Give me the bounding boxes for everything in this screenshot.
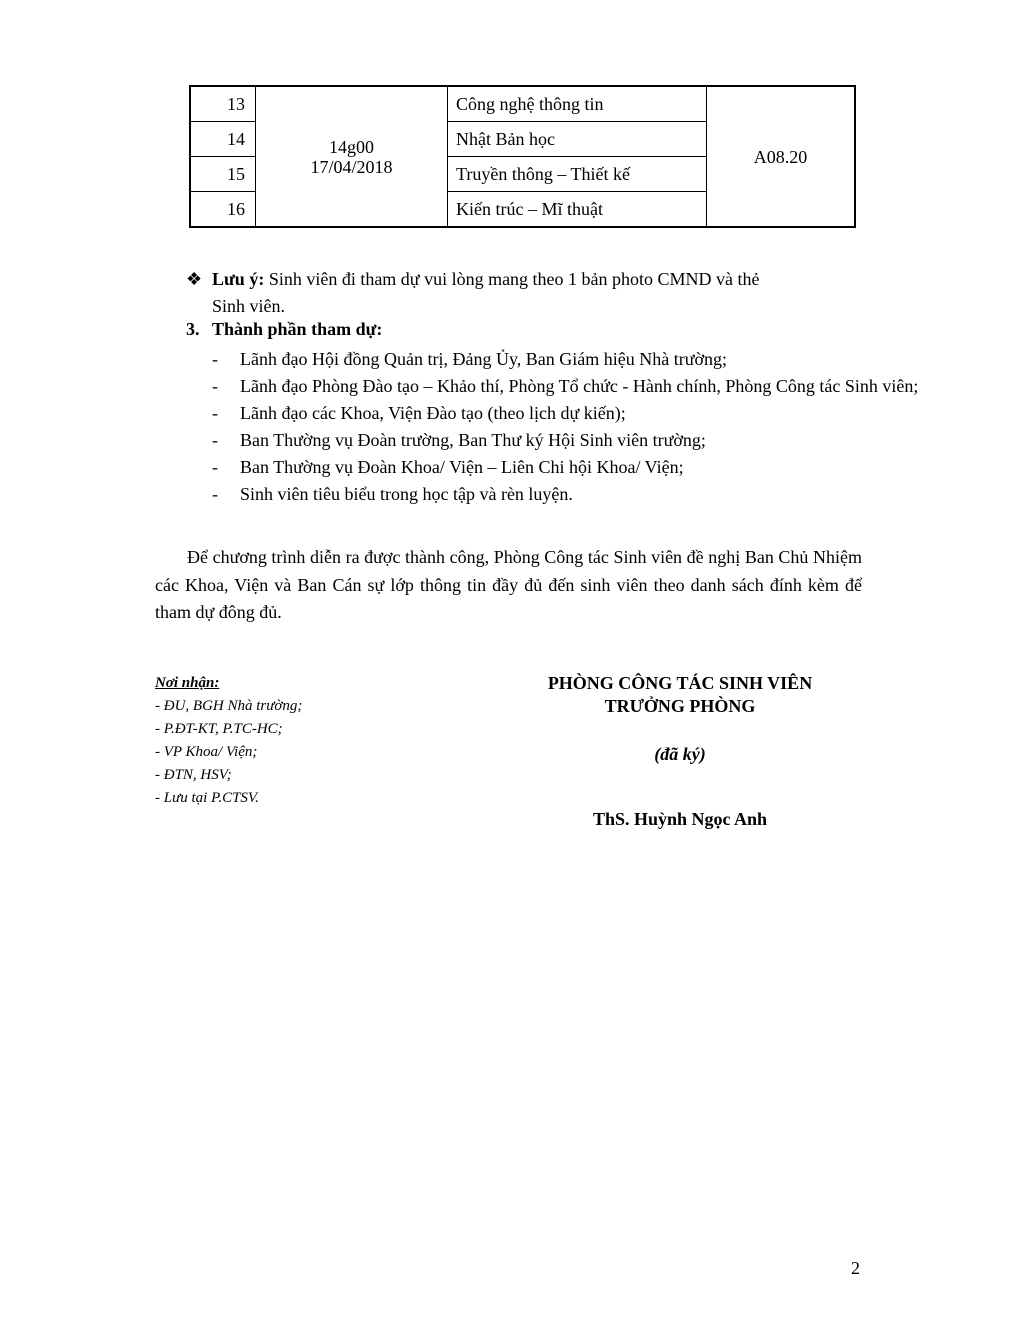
recipient-item: - VP Khoa/ Viện; [155,744,258,760]
dash-bullet: - [212,349,218,369]
recipients-heading: Nơi nhận: [155,675,220,691]
major-name: Kiến trúc – Mĩ thuật [448,192,707,227]
dash-bullet: - [212,376,218,396]
list-item-text: Sinh viên tiêu biểu trong học tập và rèn luyện. [240,484,573,504]
list-item [212,454,862,481]
major-name: Nhật Bản học [448,121,707,156]
recipients-block [155,672,302,810]
dash-bullet: - [212,457,218,477]
signed-mark: (đã ký) [654,744,706,764]
page-number: 2 [851,1258,860,1278]
closing-paragraph: Để chương trình diễn ra được thành công, Phòng Công tác Sinh viên đề nghị Ban Chủ Nhiệm các Khoa, Viện và Ban Cán sự lớp thông tin đầy đủ đến sinh viên theo danh sách đính kèm để tham dự đông đủ. [155,547,862,622]
list-item-text: Lãnh đạo các Khoa, Viện Đào tạo (theo lịch dự kiến); [240,403,626,423]
note-label: Lưu ý: [212,269,265,289]
list-item [212,346,862,373]
diamond-bullet-icon: ❖ [186,269,203,289]
recipient-item: - ĐTN, HSV; [155,767,232,783]
schedule-table [189,85,856,228]
session-hour: 14g00 [329,136,374,157]
section-heading [186,319,382,340]
session-date: 17/04/2018 [310,156,393,177]
room-cell: A08.20 [707,86,856,227]
recipient-item: - P.ĐT-KT, P.TC-HC; [155,721,283,737]
signer-name: ThS. Huỳnh Ngọc Anh [592,809,768,829]
signer-office: PHÒNG CÔNG TÁC SINH VIÊN [547,673,813,693]
note-text-continued: Sinh viên. [212,296,286,316]
dash-bullet: - [212,403,218,423]
list-item-text: Lãnh đạo Phòng Đào tạo – Khảo thí, Phòng Tổ chức - Hành chính, Phòng Công tác Sinh viên; [240,376,919,396]
attendance-note [186,266,866,320]
dash-bullet: - [212,430,218,450]
list-item [212,373,919,400]
signer-position: TRƯỞNG PHÒNG [604,696,756,716]
dash-bullet: - [212,484,218,504]
list-item [212,427,862,454]
section-title: Thành phần tham dự: [212,319,383,339]
signature-block [480,672,880,830]
list-item-text: Ban Thường vụ Đoàn Khoa/ Viện – Liên Chi hội Khoa/ Viện; [240,457,684,477]
list-item-text: Lãnh đạo Hội đồng Quản trị, Đảng Ủy, Ban Giám hiệu Nhà trường; [240,349,728,369]
list-item-text: Ban Thường vụ Đoàn trường, Ban Thư ký Hội Sinh viên trường; [240,430,706,450]
list-item [212,481,862,508]
note-text: Sinh viên đi tham dự vui lòng mang theo 1 bản photo CMND và thẻ [264,269,760,289]
major-name: Công nghệ thông tin [448,86,707,121]
recipient-item: - ĐU, BGH Nhà trường; [155,698,303,714]
list-item [212,400,862,427]
session-time [256,86,448,227]
attendee-list [212,346,919,508]
major-name: Truyền thông – Thiết kế [448,157,707,192]
row-number: 13 [190,86,256,121]
section-number: 3. [186,319,200,339]
recipient-item: - Lưu tại P.CTSV. [155,790,259,806]
row-number: 16 [190,192,256,227]
row-number: 15 [190,157,256,192]
table-row [190,86,855,121]
row-number: 14 [190,121,256,156]
